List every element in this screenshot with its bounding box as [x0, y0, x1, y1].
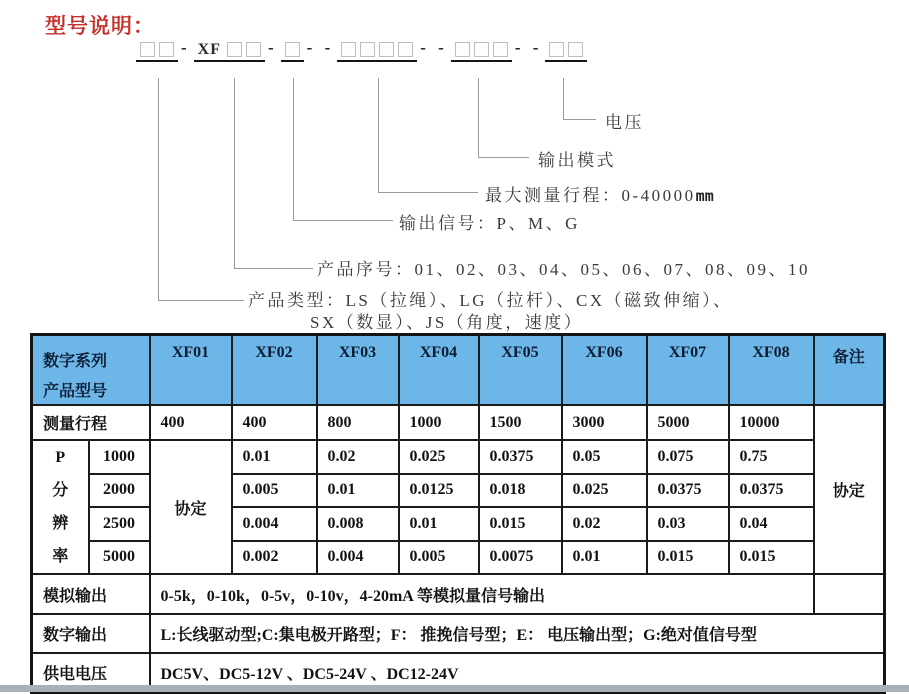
label-output-signal: 输出信号：P、M、G	[399, 214, 580, 233]
resolution-value: 0.005	[232, 474, 317, 508]
label-max-travel-text: 最大测量行程：0-40000	[485, 186, 696, 205]
digital-output-row	[32, 614, 885, 653]
header-xf02: XF02	[232, 335, 317, 406]
model-dash: -	[181, 38, 191, 57]
label-type-line1: 产品类型：LS（拉绳）、LG（拉杆）、CX（磁致伸缩）、	[248, 291, 733, 310]
resolution-label-char: 率	[52, 548, 69, 565]
model-box	[568, 42, 583, 57]
model-group-travel	[337, 42, 417, 62]
leader-line-mode	[478, 78, 529, 158]
model-box	[455, 42, 470, 57]
resolution-value: 0.01	[562, 541, 647, 575]
scan-edge-strip	[0, 685, 909, 692]
resolution-value: 0.005	[399, 541, 479, 575]
model-box	[140, 42, 155, 57]
resolution-row-1000	[32, 440, 885, 474]
resolution-value: 0.004	[317, 541, 399, 575]
model-dash: -	[268, 38, 278, 57]
resolution-label	[32, 440, 89, 574]
analog-output-row	[32, 574, 885, 614]
model-group-mode	[451, 42, 512, 62]
travel-value: 5000	[647, 405, 729, 440]
header-series-label	[32, 335, 150, 406]
model-box	[379, 42, 394, 57]
label-output-mode: 输出模式	[538, 151, 616, 170]
resolution-value: 0.75	[729, 440, 814, 474]
resolution-value: 0.02	[317, 440, 399, 474]
model-box	[549, 42, 564, 57]
resolution-label-char: 分	[52, 482, 69, 499]
model-group-signal	[281, 42, 304, 62]
power-supply-value: DC5V、DC5-12V 、DC5-24V 、DC12-24V	[150, 653, 885, 692]
resolution-value: 0.0375	[479, 440, 562, 474]
analog-output-label: 模拟输出	[32, 574, 150, 614]
header-series-line1: 数字系列	[43, 353, 108, 370]
label-type-line2: SX（数显）、JS（角度，速度）	[310, 313, 584, 332]
header-xf01: XF01	[150, 335, 232, 406]
resolution-freq: 5000	[89, 541, 150, 575]
header-series-line2: 产品型号	[43, 383, 108, 400]
xf01-agreement-cell: 协定	[150, 440, 232, 574]
header-row	[32, 335, 885, 406]
leader-line-travel	[378, 78, 478, 193]
model-code-line	[136, 36, 587, 62]
header-xf05: XF05	[479, 335, 562, 406]
model-box	[398, 42, 413, 57]
resolution-value: 0.01	[232, 440, 317, 474]
resolution-value: 0.008	[317, 507, 399, 541]
resolution-value: 0.04	[729, 507, 814, 541]
travel-label: 测量行程	[32, 405, 150, 440]
spec-table	[30, 333, 886, 694]
model-box	[246, 42, 261, 57]
resolution-value: 0.01	[399, 507, 479, 541]
page-title: 型号说明：	[45, 15, 155, 38]
leader-line-voltage	[563, 78, 596, 120]
analog-remark-empty-cell	[814, 574, 885, 614]
travel-value: 400	[150, 405, 232, 440]
resolution-value: 0.0075	[479, 541, 562, 575]
label-voltage: 电压	[605, 113, 644, 132]
resolution-value: 0.0125	[399, 474, 479, 508]
resolution-value: 0.015	[647, 541, 729, 575]
resolution-value: 0.02	[562, 507, 647, 541]
label-max-travel	[485, 181, 714, 206]
resolution-value: 0.025	[399, 440, 479, 474]
resolution-value: 0.05	[562, 440, 647, 474]
header-xf03: XF03	[317, 335, 399, 406]
digital-output-label: 数字输出	[32, 614, 150, 653]
resolution-freq: 2500	[89, 507, 150, 541]
digital-output-value: L:长线驱动型;C:集电极开路型；F： 推挽信号型；E： 电压输出型；G:绝对值信号型	[150, 614, 885, 653]
travel-value: 3000	[562, 405, 647, 440]
resolution-value: 0.03	[647, 507, 729, 541]
remark-agreement-cell: 协定	[814, 405, 885, 574]
header-xf04: XF04	[399, 335, 479, 406]
model-box	[474, 42, 489, 57]
resolution-label-char: 辨	[52, 515, 69, 532]
header-xf08: XF08	[729, 335, 814, 406]
model-group-type	[136, 42, 178, 62]
model-box	[341, 42, 356, 57]
resolution-value: 0.025	[562, 474, 647, 508]
resolution-freq: 1000	[89, 440, 150, 474]
model-double-dash: - -	[306, 38, 335, 57]
travel-value: 10000	[729, 405, 814, 440]
travel-value: 1500	[479, 405, 562, 440]
travel-value: 400	[232, 405, 317, 440]
model-group-serial	[194, 42, 265, 62]
resolution-value: 0.0375	[729, 474, 814, 508]
label-max-travel-unit: mm	[695, 187, 714, 205]
header-remark: 备注	[814, 335, 885, 406]
model-prefix-xf: XF	[197, 40, 221, 58]
model-box	[227, 42, 242, 57]
analog-output-value: 0-5k，0-10k，0-5v，0-10v，4-20mA 等模拟量信号输出	[150, 574, 814, 614]
model-double-dash: - -	[514, 38, 543, 57]
model-double-dash: - -	[420, 38, 448, 57]
header-xf06: XF06	[562, 335, 647, 406]
travel-row	[32, 405, 885, 440]
travel-value: 1000	[399, 405, 479, 440]
model-box	[159, 42, 174, 57]
resolution-value: 0.004	[232, 507, 317, 541]
model-box	[360, 42, 375, 57]
model-group-voltage	[545, 42, 587, 62]
travel-value: 800	[317, 405, 399, 440]
label-serial: 产品序号：01、02、03、04、05、06、07、08、09、10	[317, 260, 810, 279]
header-xf07: XF07	[647, 335, 729, 406]
resolution-value: 0.002	[232, 541, 317, 575]
resolution-value: 0.015	[729, 541, 814, 575]
resolution-value: 0.018	[479, 474, 562, 508]
resolution-freq: 2000	[89, 474, 150, 508]
resolution-value: 0.01	[317, 474, 399, 508]
resolution-value: 0.0375	[647, 474, 729, 508]
resolution-value: 0.075	[647, 440, 729, 474]
model-box	[493, 42, 508, 57]
power-supply-label: 供电电压	[32, 653, 150, 692]
resolution-value: 0.015	[479, 507, 562, 541]
model-box	[285, 42, 300, 57]
leader-line-type	[158, 78, 244, 301]
resolution-label-char: P	[55, 449, 66, 466]
